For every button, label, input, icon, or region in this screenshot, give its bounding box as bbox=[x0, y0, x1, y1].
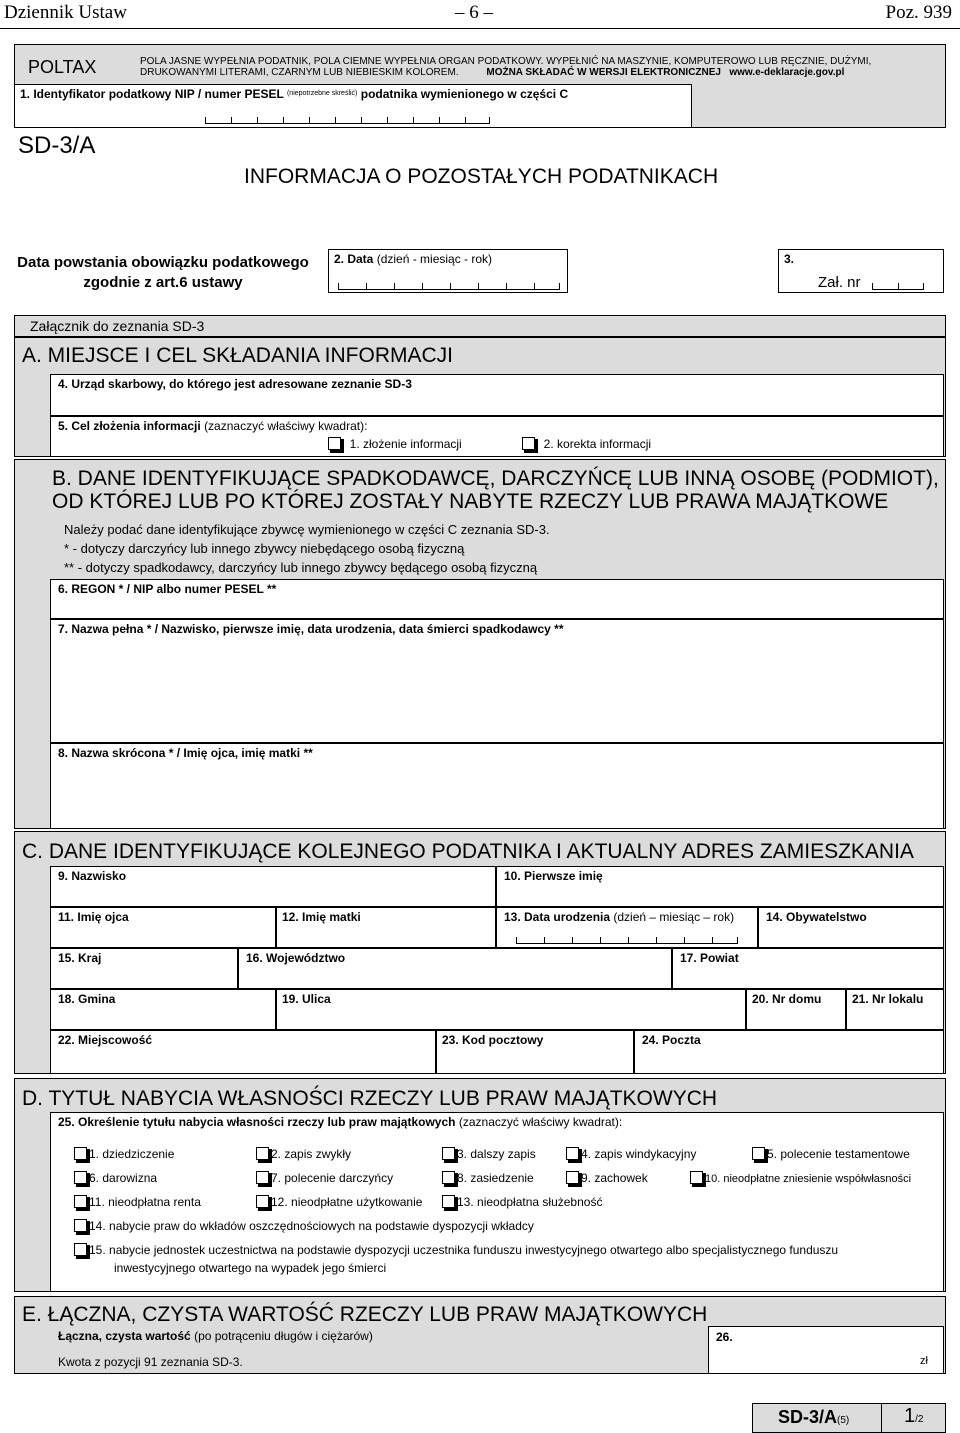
field13-hint: (dzień – miesiąc – rok) bbox=[613, 910, 735, 924]
field19-label: 19. Ulica bbox=[282, 992, 331, 1006]
field3-label: 3. bbox=[784, 252, 795, 266]
field5-label bbox=[58, 419, 367, 433]
field19-street-box[interactable] bbox=[276, 989, 746, 1030]
title-option-label: 7. polecenie darczyńcy bbox=[271, 1171, 394, 1185]
title-option-5[interactable] bbox=[752, 1147, 910, 1161]
field1-note: (niepotrzebne skreślić) bbox=[286, 90, 358, 97]
field18-label: 18. Gmina bbox=[58, 992, 116, 1006]
sectionA-title: A. MIEJSCE I CEL SKŁADANIA INFORMACJI bbox=[22, 344, 453, 367]
field13-digit-grid bbox=[516, 937, 738, 944]
option-submission-label: 1. złożenie informacji bbox=[349, 437, 462, 451]
field11-label: 11. Imię ojca bbox=[58, 910, 129, 924]
title-option-1[interactable] bbox=[74, 1147, 174, 1161]
title-option-7[interactable] bbox=[256, 1171, 393, 1185]
title-option-label: 5. polecenie testamentowe bbox=[767, 1147, 910, 1161]
field2-digit-grid bbox=[338, 283, 560, 290]
sectionB-title1: B. DANE IDENTYFIKUJĄCE SPADKODAWCĘ, DARCZYŃCĘ LUB INNĄ OSOBĘ (PODMIOT), bbox=[52, 467, 939, 490]
field21-label: 21. Nr lokalu bbox=[852, 992, 924, 1006]
field8-label: 8. Nazwa skrócona * / Imię ojca, imię matki ** bbox=[58, 746, 313, 760]
footer-version: (5) bbox=[837, 1415, 850, 1426]
page-number: – 6 – bbox=[455, 2, 493, 23]
field1-digit-grid bbox=[205, 117, 490, 124]
title-option-label: 12. nieodpłatne użytkowanie bbox=[271, 1195, 423, 1209]
title-option-15[interactable] bbox=[74, 1243, 838, 1257]
sectionB-note3: ** - dotyczy spadkodawcy, darczyńcy lub innego zbywcy będącego osobą fizyczną bbox=[64, 560, 538, 575]
title-option-label: 9. zachowek bbox=[581, 1171, 648, 1185]
field10-label: 10. Pierwsze imię bbox=[504, 869, 603, 883]
obligation-label bbox=[8, 253, 318, 293]
title-option-label: 11. nieodpłatna renta bbox=[89, 1195, 201, 1209]
field25-label bbox=[58, 1115, 622, 1129]
checkbox-icon[interactable] bbox=[256, 1171, 269, 1184]
field2-hint: (dzień - miesiąc - rok) bbox=[376, 252, 493, 266]
field15-label: 15. Kraj bbox=[58, 951, 102, 965]
field12-label: 12. Imię matki bbox=[282, 910, 361, 924]
instructions-line1: POLA JASNE WYPEŁNIA PODATNIK, POLA CIEMNE WYPEŁNIA ORGAN PODATKOWY. WYPEŁNIĆ NA MASZYNIE, KOMPUTEROWO LUB RĘCZNIE, DUŻYMI, bbox=[140, 56, 872, 67]
sectionB-note1: Należy podać dane identyfikujące zbywcę wymienionego w części C zeznania SD-3. bbox=[64, 522, 550, 537]
checkbox-icon[interactable] bbox=[74, 1195, 87, 1208]
checkbox-icon[interactable] bbox=[690, 1171, 703, 1184]
title-option-14[interactable] bbox=[74, 1219, 534, 1233]
field23-label: 23. Kod pocztowy bbox=[442, 1033, 544, 1047]
option-correction[interactable] bbox=[522, 437, 651, 451]
journal-name: Dziennik Ustaw bbox=[4, 2, 127, 23]
title-option-9[interactable] bbox=[566, 1171, 648, 1185]
title-option-10[interactable] bbox=[690, 1171, 911, 1185]
field9-label: 9. Nazwisko bbox=[58, 869, 127, 883]
footer-page-count: /2 bbox=[915, 1414, 924, 1425]
sectionE-title: E. ŁĄCZNA, CZYSTA WARTOŚĆ RZECZY LUB PRAW MAJĄTKOWYCH bbox=[22, 1303, 708, 1326]
field22-label: 22. Miejscowość bbox=[58, 1033, 153, 1047]
poltax-label: POLTAX bbox=[28, 57, 97, 77]
field1-label-tail: podatnika wymienionego w części C bbox=[360, 87, 569, 101]
checkbox-icon[interactable] bbox=[442, 1147, 455, 1160]
attachment-label: Załącznik do zeznania SD-3 bbox=[30, 318, 205, 334]
form-code: SD-3/A bbox=[18, 132, 96, 159]
field2-label-text: 2. Data bbox=[334, 252, 374, 266]
field7-fullname-box[interactable] bbox=[50, 619, 944, 743]
currency-unit: zł bbox=[920, 1355, 928, 1367]
field25-hint: (zaznaczyć właściwy kwadrat): bbox=[458, 1115, 623, 1129]
title-option-13[interactable] bbox=[442, 1195, 602, 1209]
field1-label bbox=[20, 87, 568, 101]
field25-label-text: 25. Określenie tytułu nabycia własności rzeczy lub praw majątkowych bbox=[58, 1115, 456, 1129]
field6-label: 6. REGON * / NIP albo numer PESEL ** bbox=[58, 582, 277, 596]
e-deklaracje-url: www.e-deklaracje.gov.pl bbox=[729, 67, 845, 78]
obligation-line1: Data powstania obowiązku podatkowego bbox=[17, 254, 309, 271]
field4-label: 4. Urząd skarbowy, do którego jest adresowane zeznanie SD-3 bbox=[58, 377, 412, 391]
instructions bbox=[140, 56, 871, 78]
title-option-label: 1. dziedziczenie bbox=[89, 1147, 175, 1161]
field17-label: 17. Powiat bbox=[680, 951, 739, 965]
footer-code bbox=[778, 1407, 849, 1428]
checkbox-icon[interactable] bbox=[256, 1147, 269, 1160]
field5-label-text: 5. Cel złożenia informacji bbox=[58, 419, 201, 433]
title-option-label: 4. zapis windykacyjny bbox=[581, 1147, 697, 1161]
field24-label: 24. Poczta bbox=[642, 1033, 701, 1047]
title-option-label: 8. zasiedzenie bbox=[457, 1171, 534, 1185]
zal-nr-label: Zał. nr bbox=[818, 274, 861, 291]
checkbox-icon[interactable] bbox=[566, 1147, 579, 1160]
title-option-8[interactable] bbox=[442, 1171, 534, 1185]
field5-hint: (zaznaczyć właściwy kwadrat): bbox=[204, 419, 368, 433]
title-option-3[interactable] bbox=[442, 1147, 536, 1161]
checkbox-icon[interactable] bbox=[74, 1219, 87, 1232]
title-option-label: 2. zapis zwykły bbox=[271, 1147, 352, 1161]
checkbox-icon[interactable] bbox=[752, 1147, 765, 1160]
checkbox-icon[interactable] bbox=[442, 1171, 455, 1184]
sectionE-label bbox=[58, 1329, 373, 1343]
title-option-4[interactable] bbox=[566, 1147, 696, 1161]
title-option-2[interactable] bbox=[256, 1147, 351, 1161]
checkbox-icon[interactable] bbox=[256, 1195, 269, 1208]
checkbox-icon[interactable] bbox=[328, 437, 341, 450]
checkbox-icon[interactable] bbox=[566, 1171, 579, 1184]
field26-label: 26. bbox=[716, 1330, 733, 1344]
sectionD-title: D. TYTUŁ NABYCIA WŁASNOŚCI RZECZY LUB PRAW MAJĄTKOWYCH bbox=[22, 1087, 718, 1110]
field1-label-text: 1. Identyfikator podatkowy NIP / numer PESEL bbox=[20, 87, 284, 101]
header-rule bbox=[0, 28, 960, 29]
title-option-label: 6. darowizna bbox=[89, 1171, 158, 1185]
title-option-15-cont: inwestycyjnego otwartego na wypadek jego śmierci bbox=[114, 1261, 387, 1275]
field13-label bbox=[504, 910, 734, 924]
field13-label-text: 13. Data urodzenia bbox=[504, 910, 611, 924]
title-option-label: 13. nieodpłatna służebność bbox=[457, 1195, 603, 1209]
sectionB-title bbox=[52, 467, 939, 513]
electronic-note: MOŻNA SKŁADAĆ W WERSJI ELEKTRONICZNEJ bbox=[486, 67, 721, 78]
checkbox-icon[interactable] bbox=[74, 1243, 87, 1256]
checkbox-icon[interactable] bbox=[74, 1147, 87, 1160]
sectionB-notes bbox=[64, 520, 550, 577]
sectionB-title2: OD KTÓREJ LUB PO KTÓREJ ZOSTAŁY NABYTE RZECZY LUB PRAWA MAJĄTKOWE bbox=[52, 490, 889, 513]
form-title: INFORMACJA O POZOSTAŁYCH PODATNIKACH bbox=[244, 165, 719, 188]
title-option-11[interactable] bbox=[74, 1195, 201, 1209]
title-option-label: 15. nabycie jednostek uczestnictwa na podstawie dyspozycji uczestnika funduszu inwestycyjnego otwartego albo specjalistycznego funduszu bbox=[89, 1243, 839, 1257]
sectionE-hint: (po potrąceniu długów i ciężarów) bbox=[194, 1329, 373, 1343]
option-submission[interactable] bbox=[328, 437, 462, 451]
position-number: Poz. 939 bbox=[885, 2, 952, 23]
field7-label: 7. Nazwa pełna * / Nazwisko, pierwsze imię, data urodzenia, data śmierci spadkodawcy ** bbox=[58, 622, 564, 636]
field14-label: 14. Obywatelstwo bbox=[766, 910, 867, 924]
checkbox-icon[interactable] bbox=[522, 437, 535, 450]
title-option-label: 10. nieodpłatne zniesienie współwłasności bbox=[705, 1173, 912, 1185]
title-option-6[interactable] bbox=[74, 1171, 157, 1185]
title-option-12[interactable] bbox=[256, 1195, 422, 1209]
instructions-line2 bbox=[140, 67, 871, 78]
sectionE-sub: Kwota z pozycji 91 zeznania SD-3. bbox=[58, 1355, 243, 1369]
sectionB-note2: * - dotyczy darczyńcy lub innego zbywcy niebędącego osobą fizyczną bbox=[64, 541, 465, 556]
title-option-label: 3. dalszy zapis bbox=[457, 1147, 536, 1161]
footer-page-number: 1 bbox=[904, 1405, 916, 1427]
obligation-line2: zgodnie z art.6 ustawy bbox=[83, 274, 243, 291]
checkbox-icon[interactable] bbox=[74, 1171, 87, 1184]
footer-code-text: SD-3/A bbox=[778, 1407, 838, 1427]
option-correction-label: 2. korekta informacji bbox=[543, 437, 652, 451]
footer-page bbox=[904, 1405, 923, 1428]
title-option-label: 14. nabycie praw do wkładów oszczędnościowych na podstawie dyspozycji wkładcy bbox=[89, 1219, 534, 1233]
field26-value-box[interactable] bbox=[708, 1326, 944, 1374]
field2-label bbox=[334, 252, 492, 266]
field16-label: 16. Województwo bbox=[246, 951, 346, 965]
instructions-line2-text: DRUKOWANYMI LITERAMI, CZARNYM LUB NIEBIESKIM KOLOREM. bbox=[140, 67, 459, 78]
sectionE-label-text: Łączna, czysta wartość bbox=[58, 1329, 191, 1343]
sectionC-title: C. DANE IDENTYFIKUJĄCE KOLEJNEGO PODATNIKA I AKTUALNY ADRES ZAMIESZKANIA bbox=[22, 840, 914, 863]
field20-label: 20. Nr domu bbox=[752, 992, 822, 1006]
zal-nr-digit-grid bbox=[872, 283, 924, 290]
checkbox-icon[interactable] bbox=[442, 1195, 455, 1208]
